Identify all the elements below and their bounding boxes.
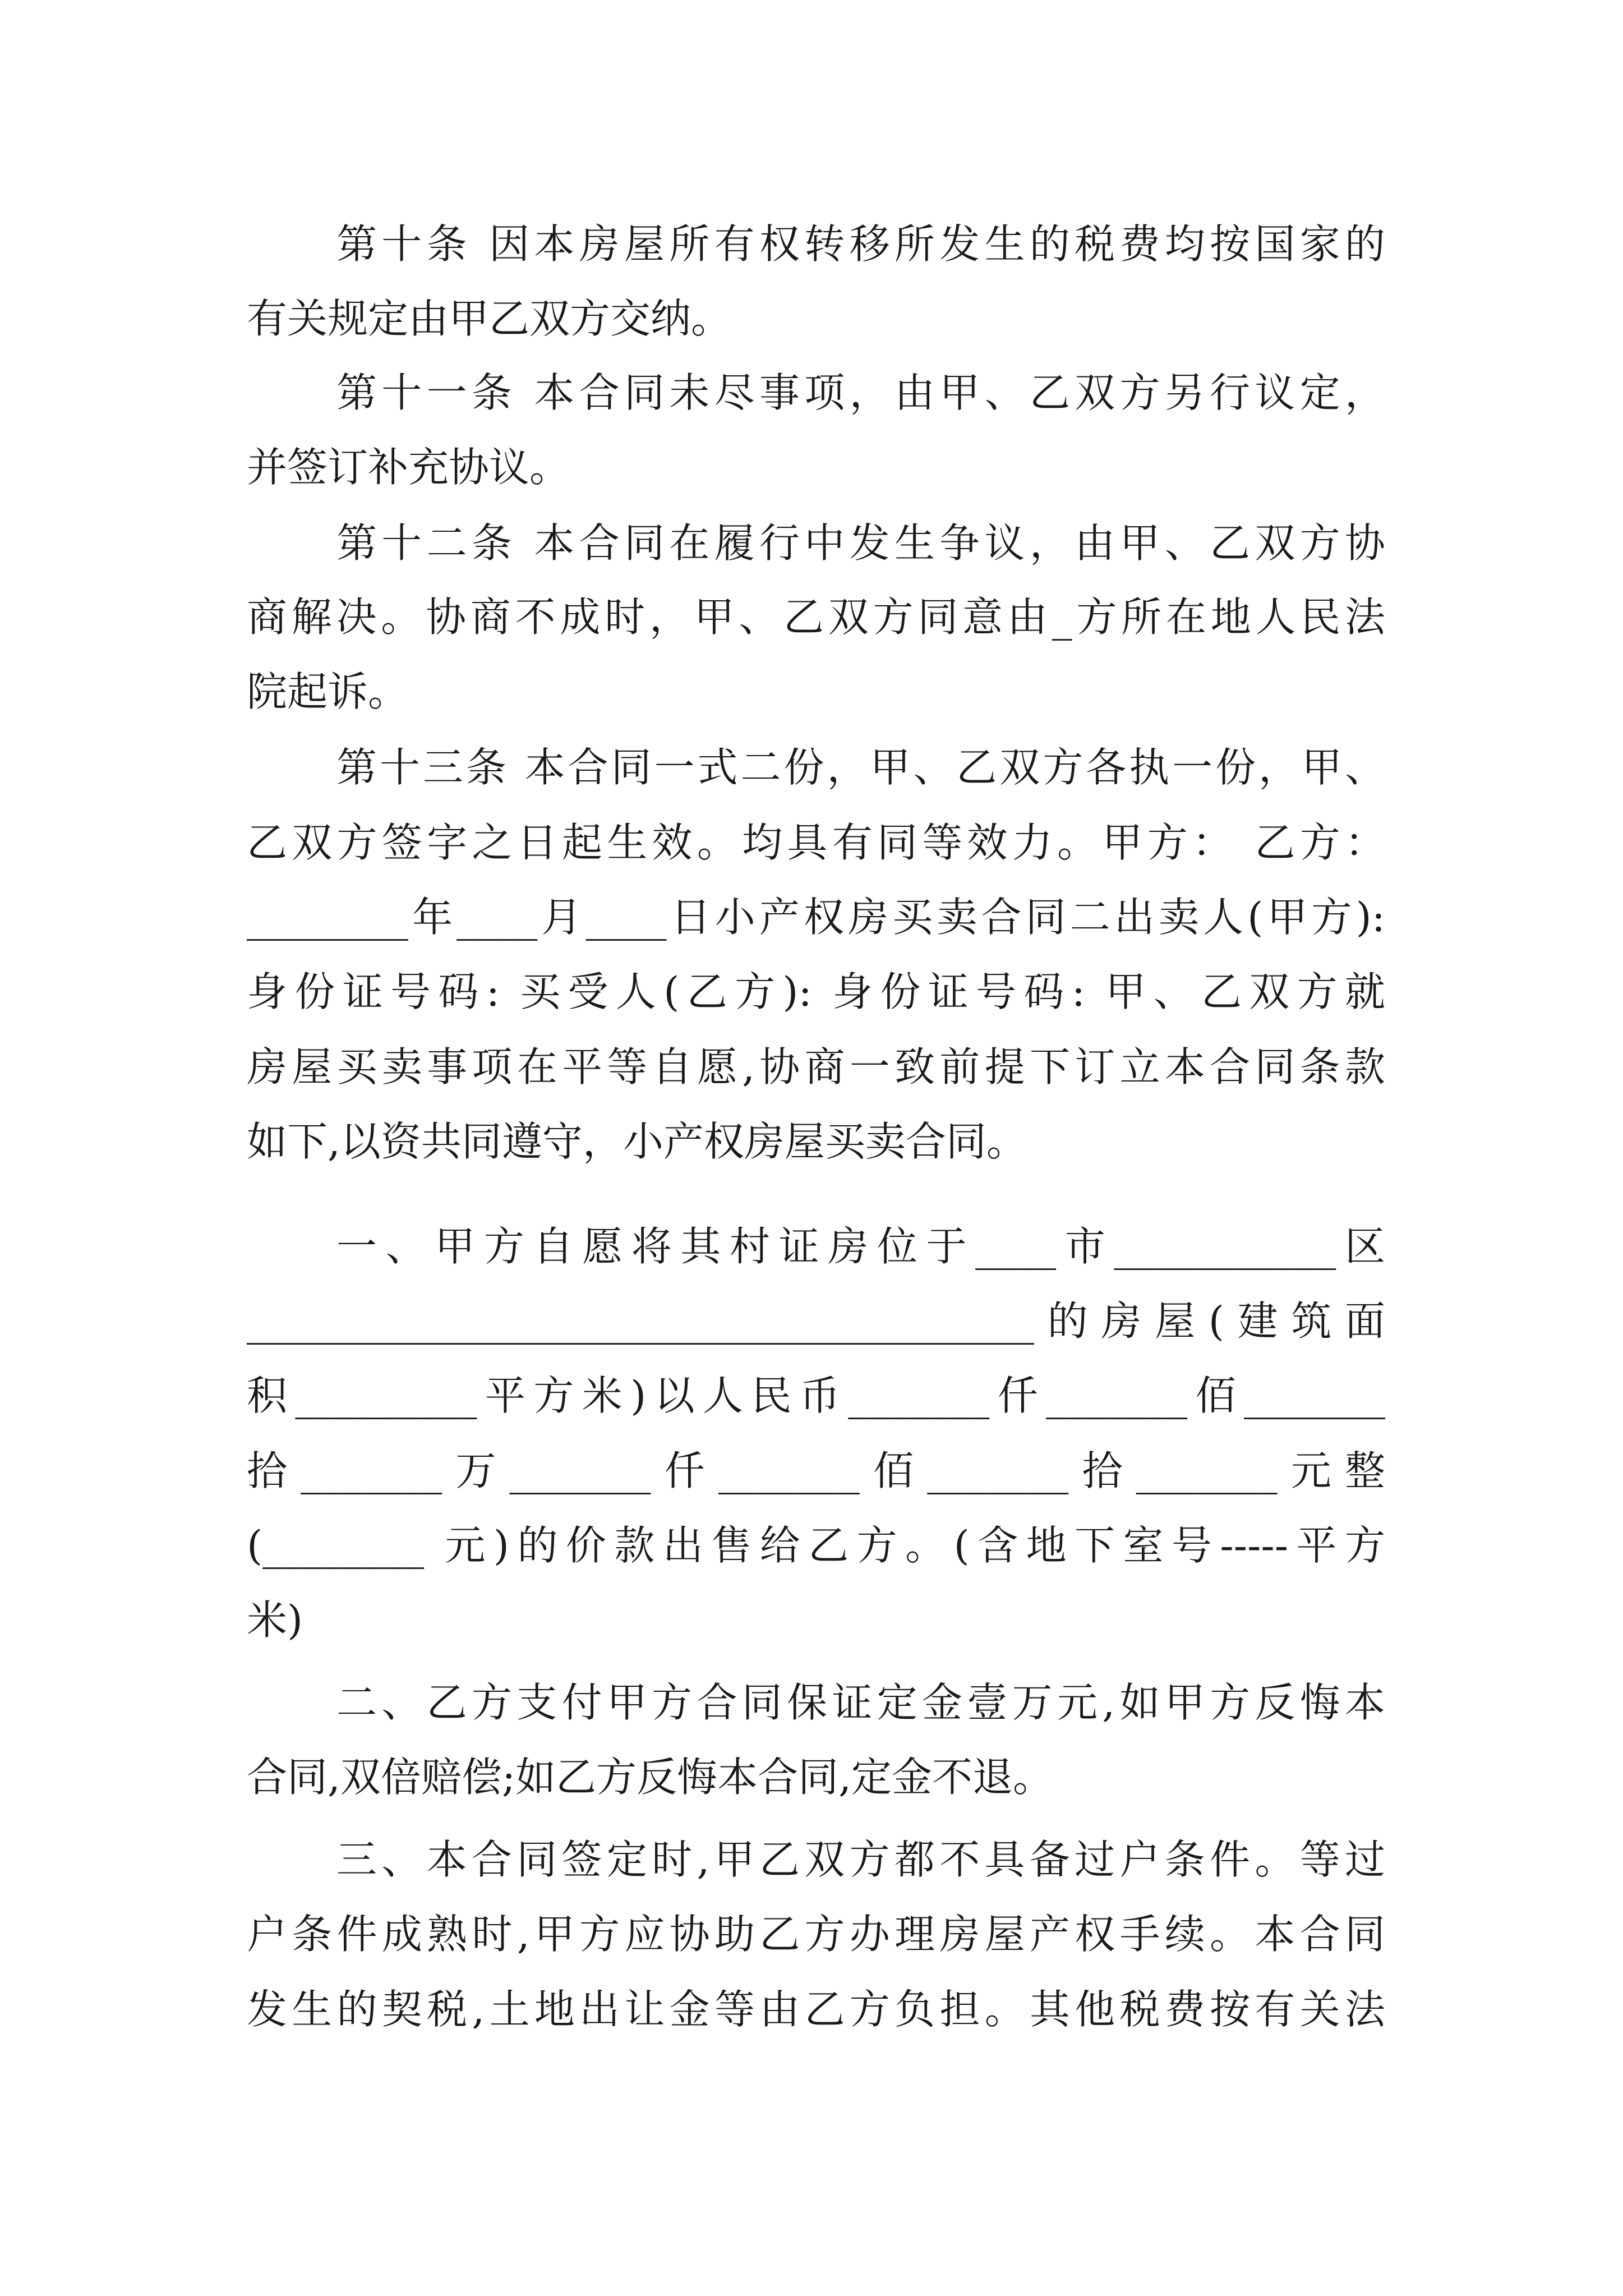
text-line: 二、乙方支付甲方合同保证定金壹万元,如甲方反悔本 [336,1679,1385,1726]
text-line: 有关规定由甲乙双方交纳。 [247,295,732,342]
text-line: 发生的契税,土地出让金等由乙方负担。其他税费按有关法 [247,1986,1385,2033]
text-line: 积_________平方米)以人民币_______仟_______佰_______ [247,1372,1385,1419]
text-line: 米) [247,1596,303,1644]
text-line: (________ 元)的价款出售给乙方。(含地下室号-----平方 [247,1522,1385,1569]
text-line: 乙双方签字之日起生效。均具有同等效力。甲方： 乙方： [247,819,1385,866]
text-line: 拾_______万_______仟_______佰_______拾_______元整 [247,1447,1385,1494]
text-line: 并签订补充协议。 [247,444,570,491]
text-line: 房屋买卖事项在平等自愿,协商一致前提下订立本合同条款 [247,1043,1385,1091]
text-line: 户条件成熟时,甲方应协助乙方办理房屋产权手续。本合同 [247,1911,1385,1958]
text-line: 商解决。协商不成时，甲、乙双方同意由_方所在地人民法 [247,593,1385,641]
text-line: 第十条 因本房屋所有权转移所发生的税费均按国家的 [336,220,1385,268]
text-line: 身份证号码: 买受人(乙方): 身份证号码: 甲、乙双方就 [247,968,1385,1015]
text-line: 三、本合同签定时,甲乙双方都不具备过户条件。等过 [336,1836,1385,1883]
text-line: 第十二条 本合同在履行中发生争议，由甲、乙双方协 [336,519,1385,567]
text-line: 如下,以资共同遵守，小产权房屋买卖合同。 [247,1118,1027,1165]
text-line: 院起诉。 [247,668,409,715]
text-line: 第十一条 本合同未尽事项，由甲、乙双方另行议定， [336,369,1385,416]
text-line: _______________________________________的房屋(建筑面 [247,1297,1385,1345]
text-line: ________年____月____日小产权房买卖合同二出卖人(甲方): [247,894,1385,941]
text-line: 一、甲方自愿将其村证房位于____市___________区 [336,1223,1385,1270]
text-line: 合同,双倍赔偿;如乙方反悔本合同,定金不退。 [247,1754,1054,1801]
text-line: 第十三条 本合同一式二份，甲、乙双方各执一份，甲、 [336,744,1385,791]
